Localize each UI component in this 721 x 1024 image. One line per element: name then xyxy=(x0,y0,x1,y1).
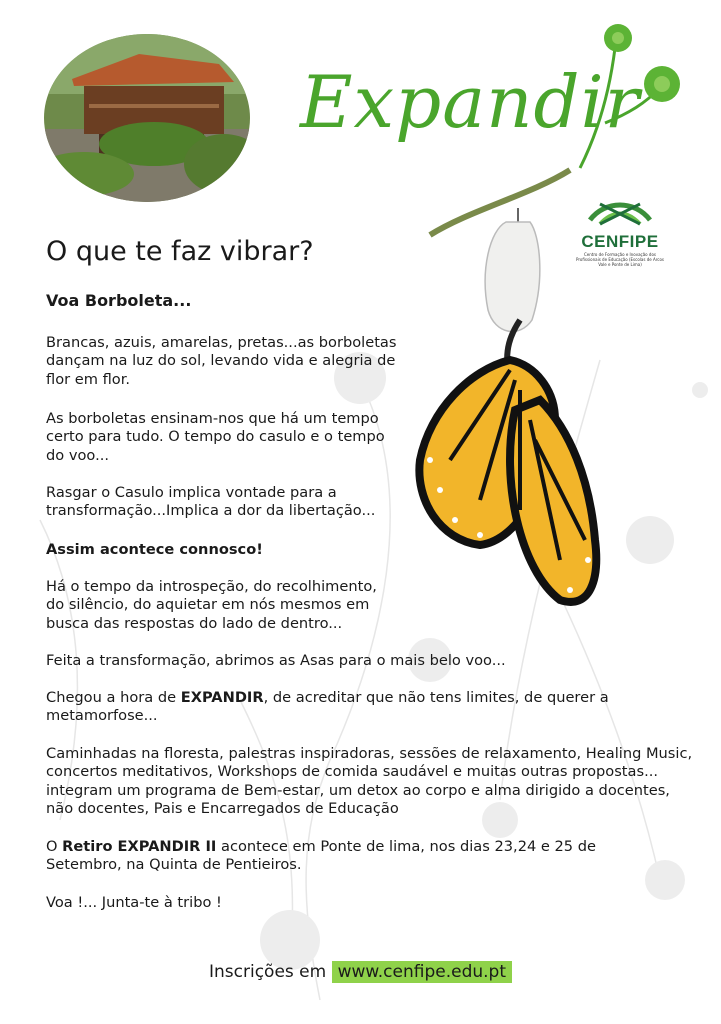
expandir-title: Expandir xyxy=(300,60,641,144)
paragraph-2: As borboletas ensinam-nos que há um tempo certo para tudo. O tempo do casulo e o tempo do voo... xyxy=(46,410,385,464)
retiro-emphasis: Retiro EXPANDIR II xyxy=(62,838,217,855)
paragraph-7-start: Chegou a hora de xyxy=(46,689,181,706)
paragraph-8: Caminhadas na floresta, palestras inspiradoras, sessões de relaxamento, Healing Music, concertos meditativos, Workshops de comida saudável e muitas outras propostas... integram um programa de Bem-estar, um detox ao corpo e alma dirigido a docentes, não docentes, Pais e Encarregados de Educação xyxy=(46,745,693,818)
subheading: Voa Borboleta... xyxy=(46,291,192,310)
paragraph-7-end: , de acreditar que não tens limites, de querer a metamorfose... xyxy=(46,689,609,725)
registration-footer xyxy=(0,962,721,982)
butterfly-chrysalis-image xyxy=(410,160,610,630)
cenfipe-subtitle: Centro de Formação e Inovação dos Profissionais de Educação (Escolas de Arcos Vale e Ponte de Lima) xyxy=(576,252,664,267)
paragraph-9 xyxy=(46,838,636,875)
expandir-emphasis: EXPANDIR xyxy=(180,689,264,706)
paragraph-4: Assim acontece connosco! xyxy=(46,541,263,558)
paragraph-6: Feita a transformação, abrimos as Asas para o mais belo voo... xyxy=(46,652,506,669)
paragraph-9-start: O xyxy=(46,838,63,855)
paragraph-9-end: acontece em Ponte de lima, nos dias 23,24 e 25 de Setembro, na Quinta de Pentieiros. xyxy=(46,838,596,874)
paragraph-5: Há o tempo da introspeção, do recolhimento, do silêncio, do aquietar em nós mesmos em busca das respostas do lado de dentro... xyxy=(46,578,377,632)
paragraph-7 xyxy=(46,689,646,726)
paragraph-10: Voa !... Junta-te à tribo ! xyxy=(46,894,222,911)
paragraph-3: Rasgar o Casulo implica vontade para a transformação...Implica a dor da libertação... xyxy=(46,484,376,520)
house-photo xyxy=(44,34,250,202)
registration-label: Inscrições em xyxy=(209,962,332,982)
paragraph-1: Brancas, azuis, amarelas, pretas...as borboletas dançam na luz do sol, levando vida e alegria de flor em flor. xyxy=(46,334,397,388)
page-heading: O que te faz vibrar? xyxy=(46,236,314,267)
registration-link[interactable]: www.cenfipe.edu.pt xyxy=(332,961,512,983)
flower-logo-decoration xyxy=(560,18,690,178)
cenfipe-name: CENFIPE xyxy=(581,232,659,251)
